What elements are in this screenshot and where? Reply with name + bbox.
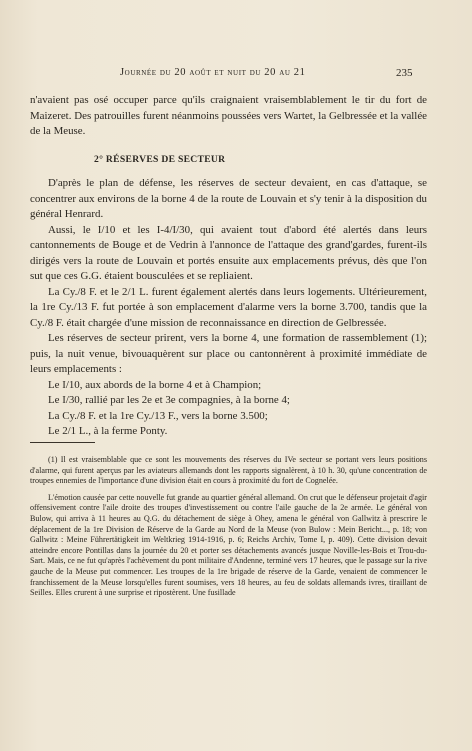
paragraph-2: D'après le plan de défense, les réserves de secteur devaient, en cas d'attaque, se concentrer aux environs de la borne 4 de la route de Louvain et s'y tenir à la disposition du général Henrard. bbox=[30, 177, 427, 220]
footnote-1: (1) Il est vraisemblable que ce sont les mouvements des réserves du IVe secteur se portant vers leurs positions d'alarme, qui furent aperçus par les aviateurs allemands dont les rapports signalèrent, à 10 h. 30, qu'une concentration de troupes ennemies de l'importance d'une division était en cours à proximité du fort de Cognelée. bbox=[30, 455, 427, 486]
list-item: Le 2/1 L., à la ferme Ponty. bbox=[48, 425, 168, 437]
section-title: 2° RÉSERVES DE SECTEUR bbox=[94, 153, 226, 165]
main-text bbox=[30, 93, 427, 440]
footnote-continuation: L'émotion causée par cette nouvelle fut grande au quartier général allemand. On crut que le défenseur projetait d'agir offensivement contre l'aile droite des troupes d'investissement ou contre l'aile gauche de la 2e armée. Le général von Bulow, qui arriva à 11 heures au Q.G. du détachement de siège à Ohey, amena le général von Gallwitz à prescrire le déplacement de la 1re Division de Réserve de la Garde au Nord de la Meuse (von Bulow : Mein Bericht..., p. 18; von Gallwitz : Meine Führertätigkeit im Weltkrieg 1914-1916, p. 6; Reichs Archiv, Tome I, p. 409). Cette division devait atteindre encore Pontillas dans la journée du 20 et porter ses détachements avancés jusque Noville-les-Bois et Trou-du-Sart. Mais, ce ne fut qu'après l'achèvement du pont militaire d'Andenne, terminé vers 17 heures, que le passage sur la rive gauche de la Meuse put commencer. Les troupes de la 1re brigade de réserve de la Garde, venaient de commencer le franchissement de la Meuse lorsqu'elles furent soumises, vers 18 heures, au feu de soldats allemands ivres, tiraillant de Seilles. Elles crurent à une surprise et ripostèrent. Une fusillade bbox=[30, 492, 427, 598]
page-number: 235 bbox=[396, 67, 413, 79]
footnotes bbox=[30, 455, 427, 599]
footnote-divider bbox=[30, 442, 95, 443]
list-item: Le I/10, aux abords de la borne 4 et à Champion; bbox=[48, 378, 262, 391]
paragraph-3: Aussi, le I/10 et les I-4/I/30, qui avaient tout d'abord été alertés dans leurs cantonnements de Bouge et de Vedrin à l'annonce de l'attaque des grand'gardes, furent-ils dirigés vers la route de Louvain et portés ensuite aux emplacements prévus, dès que l'on sut que ces G.G. étaient bousculées et se repliaient. bbox=[30, 223, 427, 282]
running-title: Journée du 20 août et nuit du 20 au 21 bbox=[120, 67, 306, 78]
paragraph-5: Les réserves de secteur prirent, vers la borne 4, une formation de rassemblement (1); puis, la nuit venue, bivouaquèrent sur place ou cantonnèrent à proximité immédiate de leurs emplacements : bbox=[30, 332, 427, 375]
running-header bbox=[0, 67, 472, 81]
paragraph-4: La Cy./8 F. et le 2/1 L. furent également alertés dans leurs logements. Ultérieurement, la 1re Cy./13 F. fut portée à son emplacement d'alarme vers la borne 3.700, tandis que la Cy./8 F. était chargée d'une mission de reconnaissance en direction de Gelbressée. bbox=[30, 285, 427, 329]
paragraph-1: n'avaient pas osé occuper parce qu'ils craignaient vraisemblablement le tir du fort de Maizeret. Des patrouilles furent néanmoins poussées vers Wartet, la Gelbressée et la vallée de la Meuse. bbox=[30, 94, 427, 137]
list-item: Le I/30, rallié par les 2e et 3e compagnies, à la borne 4; bbox=[48, 394, 290, 406]
list-item: La Cy./8 F. et la 1re Cy./13 F., vers la borne 3.500; bbox=[48, 409, 268, 422]
